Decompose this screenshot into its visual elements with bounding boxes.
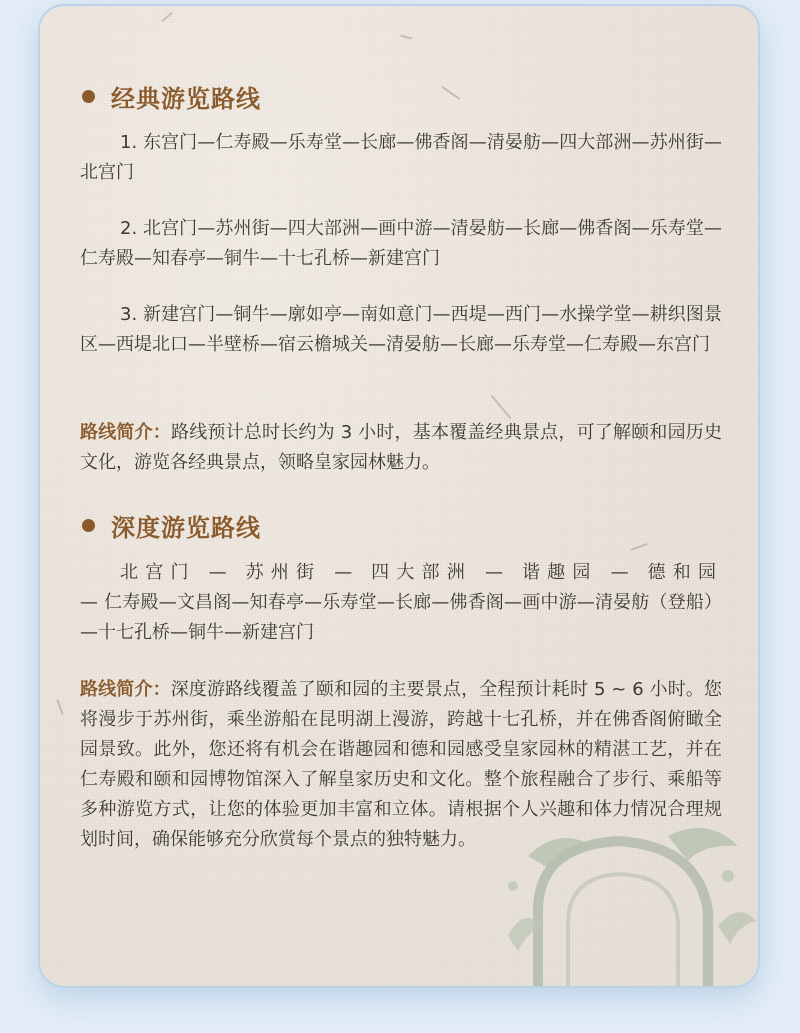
intro-text: 深度游路线覆盖了颐和园的主要景点，全程预计耗时 5 ~ 6 小时。您将漫步于苏州街，乘坐游船在昆明湖上漫游，跨越十七孔桥，并在佛香阁俯瞰全园景致。此外，您还将有机会在谐趣园和德和园感受皇家园林的精湛工艺，并在仁寿殿和颐和园博物馆深入了解皇家历史和文化。整个旅程融合了步行、乘船等多种游览方式，让您的体验更加丰富和立体。请根据个人兴趣和体力情况合理规划时间，确保能够充分欣赏每个景点的独特魅力。 <box>80 679 722 850</box>
section-title-text: 深度游览路线 <box>111 514 261 542</box>
section-title-text: 经典游览路线 <box>111 85 261 113</box>
intro-label: 路线简介： <box>80 679 171 700</box>
route-1: 1. 东宫门—仁寿殿—乐寿堂—长廊—佛香阁—清晏舫—四大部洲—苏州街—北宫门 <box>80 132 722 183</box>
bullet-dot-icon <box>82 519 95 532</box>
paper-fiber <box>400 34 412 39</box>
route-3: 3. 新建宫门—铜牛—廓如亭—南如意门—西堤—西门—水操学堂—耕织图景区—西堤北口—半壁桥—宿云檐城关—清晏舫—长廊—乐寿堂—仁寿殿—东宫门 <box>80 304 722 355</box>
route-2: 2. 北宫门—苏州街—四大部洲—画中游—清晏舫—长廊—佛香阁—乐寿堂—仁寿殿—知春亭—铜牛—十七孔桥—新建宫门 <box>80 218 722 269</box>
paper-fiber <box>161 12 173 23</box>
paper-fiber <box>630 543 648 551</box>
paper-fiber <box>441 86 460 100</box>
intro-label: 路线简介： <box>80 422 172 443</box>
intro-text: 路线预计总时长约为 3 小时，基本覆盖经典景点，可了解颐和园历史文化，游览各经典景点，领略皇家园林魅力。 <box>80 422 722 473</box>
bullet-dot-icon <box>82 90 95 103</box>
section-title-classic <box>82 79 261 114</box>
paper-fiber <box>56 699 63 715</box>
route-intro-classic <box>80 418 722 478</box>
section-title-deep <box>82 508 261 543</box>
content-card <box>38 4 760 988</box>
route-intro-deep <box>80 675 722 855</box>
paper-fiber <box>491 395 512 419</box>
route-deep-line1: 北宫门 — 苏州街 — 四大部洲 — 谐趣园 — 德和园 — <box>80 562 722 613</box>
route-deep-rest: 仁寿殿—文昌阁—知春亭—乐寿堂—长廊—佛香阁—画中游—清晏舫（登船）—十七孔桥—铜牛—新建宫门 <box>80 592 722 643</box>
route-deep <box>80 558 722 648</box>
